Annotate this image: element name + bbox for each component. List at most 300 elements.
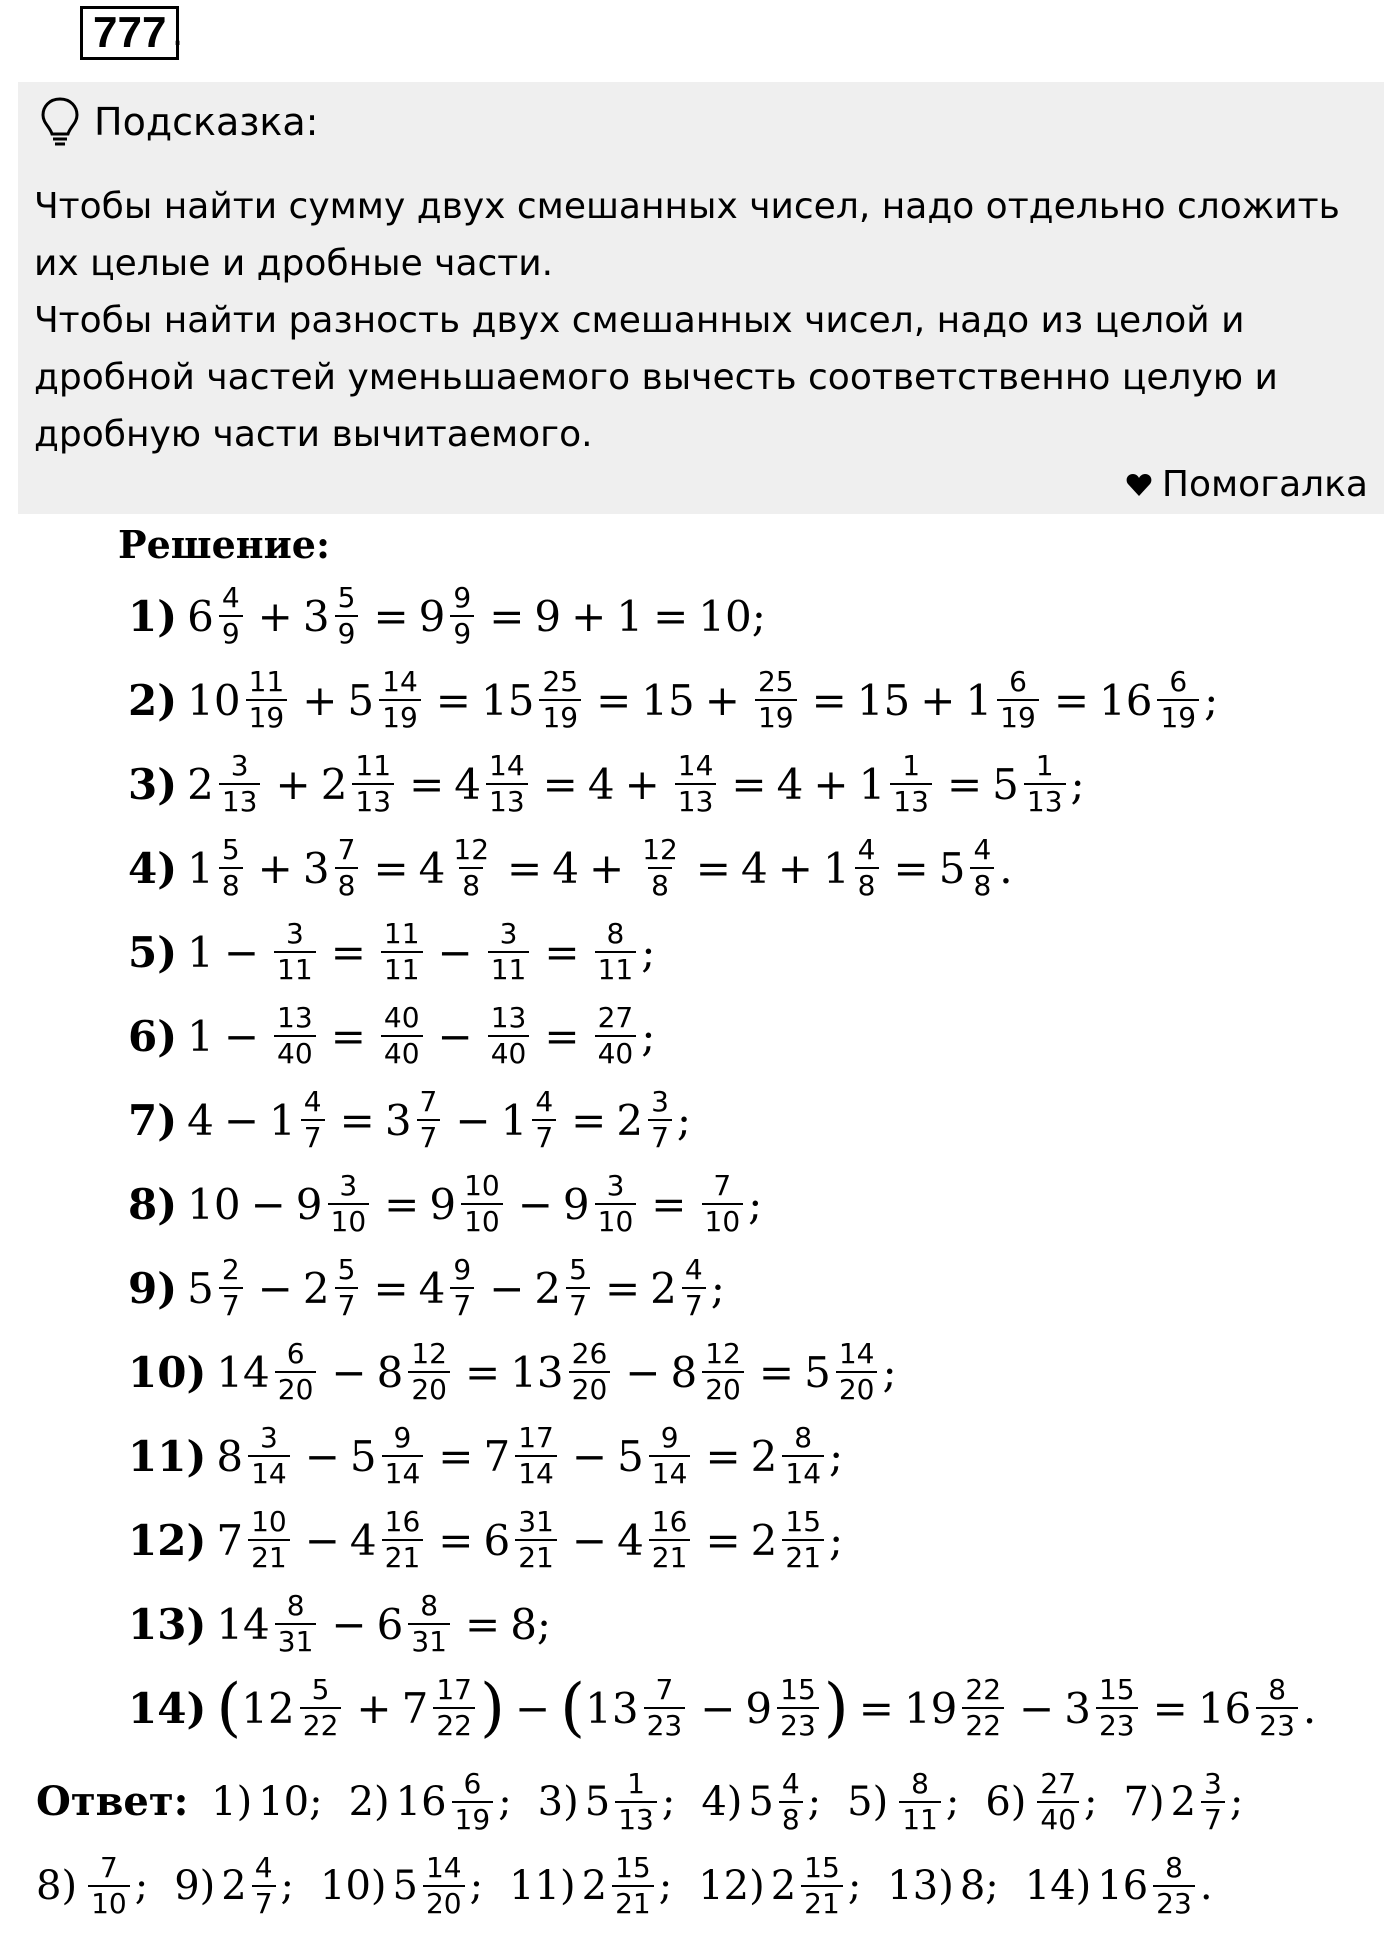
- numerator: 27: [597, 1001, 634, 1034]
- number: ;: [469, 1863, 484, 1909]
- fraction: [1096, 1673, 1138, 1743]
- fraction: [539, 665, 581, 735]
- whole-part: 14: [216, 1347, 270, 1397]
- whole-part: 5: [392, 1863, 418, 1909]
- fraction: [88, 1851, 130, 1921]
- numerator: 4: [303, 1085, 322, 1118]
- solution-line: [128, 910, 655, 994]
- operator: =: [1152, 1683, 1188, 1733]
- mixed-number: [402, 1673, 480, 1743]
- number: ;: [641, 1011, 656, 1061]
- item-number: 4): [128, 843, 178, 893]
- number: 1): [211, 1779, 253, 1825]
- denominator: 9: [335, 615, 359, 651]
- mixed-number: [823, 833, 884, 903]
- numerator: 5: [337, 581, 356, 614]
- mixed-number: [751, 1505, 829, 1575]
- denominator: 8: [970, 867, 994, 903]
- operator: =: [465, 1347, 501, 1397]
- solution-line: [128, 994, 655, 1078]
- numerator: 7: [713, 1169, 732, 1202]
- mixed-number: [563, 1169, 641, 1239]
- fraction: [639, 833, 681, 903]
- number: ;: [1204, 675, 1219, 725]
- whole-part: 5: [938, 843, 966, 893]
- number: ;: [661, 1779, 676, 1825]
- mixed-number: [429, 1169, 507, 1239]
- task-number-dot: .: [172, 10, 184, 54]
- denominator: 31: [275, 1623, 317, 1659]
- denominator: 7: [252, 1885, 276, 1921]
- number: ;: [829, 1515, 844, 1565]
- numerator: 8: [420, 1589, 439, 1622]
- hint-title: Подсказка:: [94, 100, 319, 144]
- denominator: 14: [649, 1455, 691, 1491]
- numerator: 14: [489, 749, 525, 782]
- whole-part: 9: [562, 1179, 590, 1229]
- whole-part: 2: [1170, 1779, 1197, 1825]
- denominator: 14: [782, 1455, 824, 1491]
- mixed-number: [745, 1673, 823, 1743]
- numerator: 15: [780, 1673, 816, 1706]
- parenthesis: ): [823, 1671, 849, 1745]
- whole-part: 1: [500, 1095, 528, 1145]
- denominator: 21: [612, 1885, 654, 1921]
- whole-part: 2: [320, 759, 348, 809]
- number: 9): [174, 1863, 216, 1909]
- numerator: 13: [490, 1001, 527, 1034]
- mixed-number: [748, 1760, 807, 1844]
- item-number: 5): [128, 927, 178, 977]
- number: ;: [945, 1779, 960, 1825]
- operator: =: [758, 1347, 795, 1397]
- numerator: 8: [606, 917, 625, 950]
- answer-item: [538, 1760, 676, 1844]
- number: 10;: [698, 591, 766, 641]
- answer-item: [349, 1760, 512, 1844]
- operator: =: [544, 927, 580, 977]
- denominator: 8: [648, 867, 672, 903]
- denominator: 40: [1037, 1801, 1079, 1837]
- number: ;: [280, 1863, 295, 1909]
- whole-part: 19: [903, 1683, 958, 1733]
- fraction: [675, 749, 717, 819]
- whole-part: 7: [401, 1683, 429, 1733]
- operator: =: [858, 1683, 894, 1733]
- denominator: 8: [335, 867, 359, 903]
- item-number: 8): [128, 1179, 178, 1229]
- whole-part: 2: [750, 1515, 778, 1565]
- fraction: [1024, 749, 1066, 819]
- number: ;: [847, 1863, 862, 1909]
- denominator: 13: [890, 783, 932, 819]
- number: .: [999, 843, 1013, 893]
- solution-title: Решение:: [118, 522, 330, 567]
- operator: +: [704, 675, 740, 725]
- fraction: [649, 1421, 691, 1491]
- whole-part: 2: [187, 759, 214, 809]
- numerator: 4: [781, 1767, 800, 1800]
- heart-icon: [1126, 473, 1152, 497]
- operator: −: [331, 1599, 367, 1649]
- mixed-number: [904, 1673, 1009, 1743]
- mixed-number: [483, 1421, 561, 1491]
- fraction: [486, 749, 528, 819]
- whole-part: 9: [429, 1179, 457, 1229]
- number: 4: [552, 843, 579, 893]
- operator: =: [811, 675, 847, 725]
- denominator: 21: [782, 1539, 824, 1575]
- mixed-number: [385, 1085, 446, 1155]
- numerator: 25: [757, 665, 794, 698]
- numerator: 7: [655, 1673, 674, 1706]
- fraction: [381, 1001, 423, 1071]
- denominator: 9: [219, 615, 243, 651]
- whole-part: 8: [670, 1347, 698, 1397]
- mixed-number: [377, 1337, 455, 1407]
- numerator: 11: [383, 917, 420, 950]
- mixed-number: [582, 1844, 659, 1928]
- mixed-number: [187, 1253, 248, 1323]
- solution-line: [128, 1498, 843, 1582]
- operator: =: [1053, 675, 1090, 725]
- whole-part: 2: [770, 1863, 797, 1909]
- answer-item: [174, 1844, 294, 1928]
- number: 10;: [258, 1779, 323, 1825]
- parenthesis: (: [216, 1671, 242, 1745]
- item-number: 13): [128, 1599, 207, 1649]
- operator: +: [257, 591, 293, 641]
- denominator: 19: [755, 699, 797, 735]
- denominator: 7: [1201, 1801, 1225, 1837]
- operator: =: [438, 1515, 474, 1565]
- numerator: 6: [286, 1337, 305, 1370]
- numerator: 3: [1204, 1767, 1222, 1800]
- denominator: 19: [1157, 699, 1199, 735]
- numerator: 17: [518, 1421, 554, 1454]
- denominator: 9: [450, 615, 474, 651]
- number: 8;: [510, 1599, 552, 1649]
- numerator: 1: [1035, 749, 1054, 782]
- item-number: 10): [128, 1347, 207, 1397]
- operator: +: [813, 759, 849, 809]
- whole-part: 13: [510, 1347, 564, 1397]
- mixed-number: [617, 1505, 695, 1575]
- denominator: 11: [274, 951, 316, 987]
- fraction: [301, 1085, 325, 1155]
- operator: −: [437, 1011, 473, 1061]
- denominator: 8: [459, 867, 483, 903]
- operator: =: [373, 1263, 409, 1313]
- numerator: 4: [535, 1085, 554, 1118]
- denominator: 11: [488, 951, 530, 987]
- number: 8): [36, 1863, 78, 1909]
- mixed-number: [1097, 1844, 1200, 1928]
- fraction: [300, 1673, 342, 1743]
- fraction: [782, 1421, 824, 1491]
- number: 4: [776, 759, 804, 809]
- denominator: 21: [801, 1885, 843, 1921]
- whole-part: 9: [745, 1683, 773, 1733]
- operator: +: [275, 759, 311, 809]
- numerator: 4: [254, 1851, 273, 1884]
- hint-box: [18, 82, 1384, 514]
- mixed-number: [585, 1673, 690, 1743]
- numerator: 5: [221, 833, 240, 866]
- number: ;: [1070, 759, 1085, 809]
- operator: =: [542, 759, 578, 809]
- number: 4: [741, 843, 768, 893]
- denominator: 13: [675, 783, 717, 819]
- mixed-number: [1064, 1673, 1142, 1743]
- number: 15: [641, 675, 695, 725]
- mixed-number: [617, 1421, 695, 1491]
- fraction: [246, 665, 288, 735]
- whole-part: 2: [650, 1263, 677, 1313]
- whole-part: 16: [395, 1779, 447, 1825]
- whole-part: 5: [187, 1263, 214, 1313]
- mixed-number: [671, 1337, 749, 1407]
- number: 2): [348, 1779, 390, 1825]
- operator: =: [705, 1431, 741, 1481]
- mixed-number: [321, 749, 399, 819]
- whole-part: 2: [534, 1263, 562, 1313]
- fraction: [423, 1851, 465, 1921]
- whole-part: 4: [418, 1263, 446, 1313]
- fraction: [335, 833, 359, 903]
- fraction: [275, 1589, 317, 1659]
- operator: =: [893, 843, 929, 893]
- operator: =: [705, 1515, 741, 1565]
- mixed-number: [241, 1673, 346, 1743]
- numerator: 4: [684, 1253, 703, 1286]
- whole-part: 10: [187, 675, 241, 725]
- operator: =: [339, 1095, 375, 1145]
- denominator: 21: [649, 1539, 691, 1575]
- operator: −: [223, 1011, 260, 1061]
- denominator: 19: [246, 699, 288, 735]
- mixed-number: [650, 1253, 711, 1323]
- operator: +: [302, 675, 338, 725]
- denominator: 7: [450, 1287, 474, 1323]
- numerator: 25: [542, 665, 579, 698]
- whole-part: 1: [187, 843, 214, 893]
- denominator: 10: [702, 1203, 744, 1239]
- denominator: 13: [219, 783, 261, 819]
- denominator: 21: [515, 1539, 557, 1575]
- numerator: 15: [1098, 1673, 1135, 1706]
- fraction: [682, 1253, 706, 1323]
- number: .: [1199, 1863, 1213, 1909]
- whole-part: 1: [269, 1095, 296, 1145]
- operator: =: [438, 1431, 474, 1481]
- number: 10): [320, 1863, 387, 1909]
- numerator: 8: [794, 1421, 813, 1454]
- fraction: [488, 917, 530, 987]
- fraction: [777, 1673, 819, 1743]
- solution-line: [128, 1330, 897, 1414]
- operator: =: [384, 1179, 420, 1229]
- mixed-number: [939, 833, 1000, 903]
- whole-part: 6: [376, 1599, 404, 1649]
- numerator: 14: [838, 1337, 875, 1370]
- hint-credit[interactable]: [1126, 464, 1368, 505]
- whole-part: 5: [617, 1431, 644, 1481]
- answer-item: [320, 1844, 483, 1928]
- mixed-number: [187, 833, 248, 903]
- mixed-number: [303, 1253, 364, 1323]
- operator: =: [409, 759, 445, 809]
- number: ;: [807, 1779, 822, 1825]
- mixed-number: [859, 749, 937, 819]
- number: ;: [1229, 1779, 1244, 1825]
- whole-part: 4: [349, 1515, 377, 1565]
- fraction: [1153, 1851, 1195, 1921]
- answer-item: [887, 1844, 998, 1928]
- whole-part: 6: [483, 1515, 511, 1565]
- answer-item: [847, 1760, 959, 1844]
- mixed-number: [501, 1085, 562, 1155]
- denominator: 10: [328, 1203, 370, 1239]
- numerator: 11: [248, 665, 285, 698]
- numerator: 16: [651, 1505, 688, 1538]
- operator: =: [465, 1599, 501, 1649]
- number: ;: [710, 1263, 725, 1313]
- numerator: 10: [251, 1505, 287, 1538]
- mixed-number: [616, 1085, 677, 1155]
- mixed-number: [187, 749, 265, 819]
- numerator: 12: [642, 833, 678, 866]
- numerator: 7: [419, 1085, 438, 1118]
- numerator: 1: [902, 749, 921, 782]
- solution-line: [128, 574, 766, 658]
- task-number: 777: [80, 6, 179, 60]
- operator: =: [596, 675, 632, 725]
- numerator: 5: [569, 1253, 587, 1286]
- whole-part: 7: [216, 1515, 244, 1565]
- number: 15: [856, 675, 911, 725]
- number: 8;: [959, 1863, 999, 1909]
- mixed-number: [377, 1589, 455, 1659]
- mixed-number: [1198, 1673, 1303, 1743]
- mixed-number: [481, 665, 586, 735]
- denominator: 7: [301, 1119, 325, 1155]
- fraction: [962, 1673, 1004, 1743]
- mixed-number: [296, 1169, 374, 1239]
- operator: +: [356, 1683, 392, 1733]
- number: 6): [985, 1779, 1027, 1825]
- numerator: 5: [337, 1253, 356, 1286]
- operator: −: [455, 1095, 491, 1145]
- denominator: 20: [275, 1371, 317, 1407]
- numerator: 14: [382, 665, 418, 698]
- denominator: 19: [997, 699, 1039, 735]
- fraction: [595, 1001, 637, 1071]
- fraction: [515, 1421, 557, 1491]
- number: ;: [498, 1779, 512, 1825]
- numerator: 14: [425, 1851, 462, 1884]
- mixed-number: [347, 665, 425, 735]
- operator: =: [651, 1179, 687, 1229]
- denominator: 23: [1153, 1885, 1195, 1921]
- number: 3): [537, 1779, 579, 1825]
- denominator: 10: [88, 1885, 130, 1921]
- numerator: 9: [453, 1253, 472, 1286]
- hint-paragraph: Чтобы найти сумму двух смешанных чисел, надо отдельно сложить их целые и дробные части.: [34, 186, 1340, 284]
- fraction: [219, 581, 243, 651]
- whole-part: 8: [376, 1347, 404, 1397]
- operator: −: [250, 1179, 286, 1229]
- fraction: [595, 1169, 637, 1239]
- whole-part: 6: [187, 591, 214, 641]
- fraction: [836, 1337, 878, 1407]
- numerator: 3: [339, 1169, 358, 1202]
- whole-part: 16: [1197, 1683, 1252, 1733]
- numerator: 6: [1009, 665, 1027, 698]
- fraction: [219, 749, 261, 819]
- whole-part: 5: [349, 1431, 377, 1481]
- denominator: 22: [962, 1707, 1004, 1743]
- fraction: [702, 1337, 744, 1407]
- denominator: 20: [408, 1371, 450, 1407]
- numerator: 5: [311, 1673, 330, 1706]
- hint-body: [34, 178, 1374, 463]
- mixed-number: [350, 1505, 428, 1575]
- numerator: 6: [463, 1767, 482, 1800]
- solution-line: [128, 742, 1085, 826]
- operator: +: [920, 675, 956, 725]
- numerator: 3: [230, 749, 249, 782]
- denominator: 13: [352, 783, 394, 819]
- mixed-number: [992, 749, 1070, 819]
- fraction: [702, 1169, 744, 1239]
- fraction: [252, 1851, 276, 1921]
- fraction: [381, 917, 423, 987]
- operator: −: [1019, 1683, 1055, 1733]
- numerator: 10: [464, 1169, 500, 1202]
- denominator: 7: [532, 1119, 556, 1155]
- denominator: 23: [644, 1707, 686, 1743]
- fraction: [970, 833, 994, 903]
- numerator: 3: [499, 917, 518, 950]
- answer-item: [985, 1760, 1097, 1844]
- operator: +: [777, 843, 813, 893]
- number: 11): [509, 1863, 576, 1909]
- numerator: 8: [911, 1767, 929, 1800]
- numerator: 2: [221, 1253, 240, 1286]
- mixed-number: [419, 833, 497, 903]
- item-number: 1): [128, 591, 178, 641]
- operator: =: [489, 591, 525, 641]
- fraction: [452, 1767, 494, 1837]
- mixed-number: [269, 1085, 330, 1155]
- fraction: [450, 581, 474, 651]
- operator: −: [304, 1431, 340, 1481]
- mixed-number: [396, 1760, 499, 1844]
- fraction: [408, 1589, 450, 1659]
- operator: −: [257, 1263, 293, 1313]
- fraction: [566, 1253, 590, 1323]
- item-number: 7): [128, 1095, 178, 1145]
- mixed-number: [221, 1844, 280, 1928]
- item-number: 6): [128, 1011, 178, 1061]
- fraction: [1256, 1673, 1298, 1743]
- operator: −: [304, 1515, 340, 1565]
- operator: −: [625, 1347, 661, 1397]
- numerator: 3: [285, 917, 304, 950]
- operator: −: [437, 927, 473, 977]
- denominator: 7: [566, 1287, 590, 1323]
